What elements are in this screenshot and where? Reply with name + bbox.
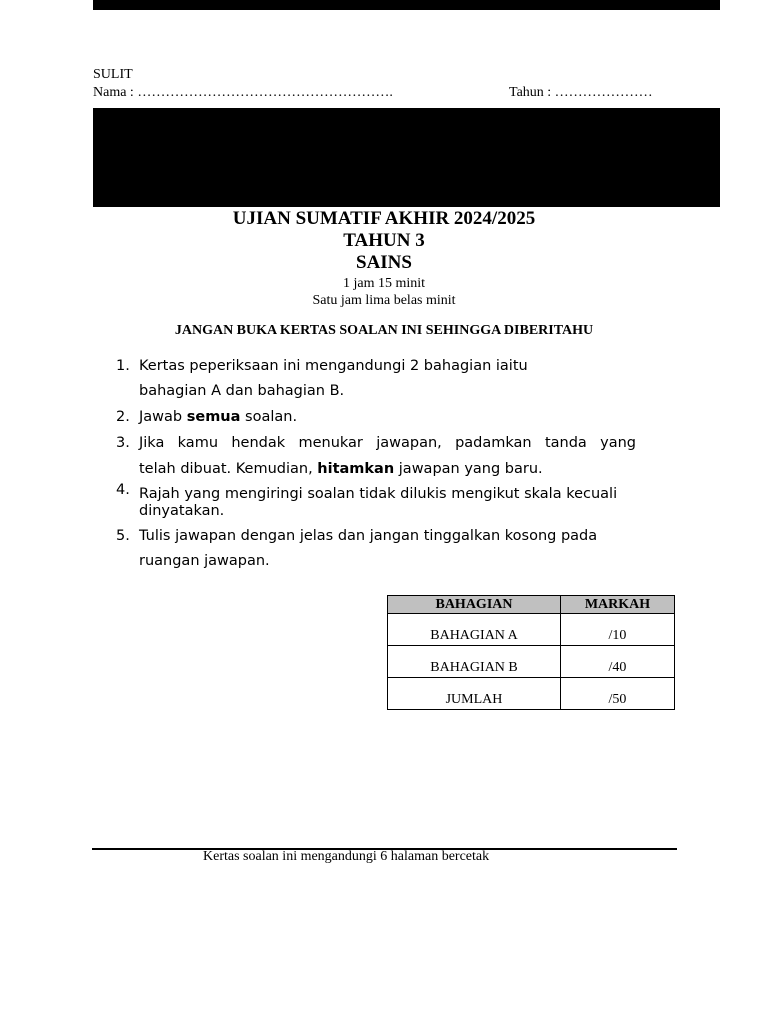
year-field: Tahun : ………………… [509, 85, 653, 100]
instruction-item [116, 354, 636, 404]
instruction-line [139, 404, 636, 430]
name-field: Nama : ………………………………………………. [93, 85, 393, 100]
instruction-item [116, 404, 636, 430]
marks-cell: /40 [561, 646, 675, 678]
instruction-text: telah dibuat. Kemudian, [139, 461, 318, 477]
table-row [388, 614, 675, 646]
mark-table-header-row [388, 596, 675, 614]
instruction-line: ruangan jawapan. [139, 553, 270, 569]
table-row [388, 646, 675, 678]
instruction-list [116, 354, 636, 574]
instruction-line: Jika kamu hendak menukar jawapan, padamkan tanda yang [139, 435, 636, 451]
instruction-emphasis: semua [186, 409, 241, 425]
instruction-line: Kertas peperiksaan ini mengandungi 2 bahagian iaitu [139, 358, 528, 374]
duration-words: Satu jam lima belas minit [312, 293, 456, 308]
instruction-item [116, 482, 636, 524]
classification-label: SULIT [93, 67, 133, 82]
table-row [388, 678, 675, 710]
instruction-text: jawapan yang baru. [394, 461, 543, 477]
instruction-number: 2. [116, 409, 130, 425]
mark-table [387, 595, 675, 710]
marks-cell: /10 [561, 614, 675, 646]
instruction-item [116, 430, 636, 482]
instruction-line: Tulis jawapan dengan jelas dan jangan tinggalkan kosong pada [139, 528, 598, 544]
instruction-text: Jawab [139, 409, 187, 425]
instruction-line: Rajah yang mengiringi soalan tidak dilukis mengikut skala kecuali [139, 486, 618, 502]
mark-table-header: MARKAH [561, 596, 675, 614]
instruction-number: 4. [116, 482, 130, 498]
instruction-line: dinyatakan. [139, 503, 225, 519]
redaction-bar-top [93, 0, 720, 10]
section-name-cell: JUMLAH [388, 678, 561, 710]
instruction-line: bahagian A dan bahagian B. [139, 383, 345, 399]
instruction-number: 1. [116, 358, 130, 374]
section-name-cell: BAHAGIAN B [388, 646, 561, 678]
title-block [93, 206, 675, 309]
mark-table-header: BAHAGIAN [388, 596, 561, 614]
instruction-number: 3. [116, 435, 130, 451]
subject-title: SAINS [356, 252, 412, 273]
instruction-text: soalan. [240, 409, 298, 425]
exam-title: UJIAN SUMATIF AKHIR 2024/2025 [232, 208, 536, 229]
warning-text: JANGAN BUKA KERTAS SOALAN INI SEHINGGA DIBERITAHU [174, 323, 594, 338]
instruction-emphasis: hitamkan [317, 461, 395, 477]
grade-title: TAHUN 3 [343, 230, 425, 251]
instruction-number: 5. [116, 528, 130, 544]
section-name-cell: BAHAGIAN A [388, 614, 561, 646]
marks-cell: /50 [561, 678, 675, 710]
footer-note: Kertas soalan ini mengandungi 6 halaman bercetak [203, 849, 490, 864]
duration: 1 jam 15 minit [342, 276, 426, 291]
redacted-logo-block [93, 108, 720, 207]
instruction-line [139, 456, 636, 482]
instruction-item [116, 524, 636, 574]
